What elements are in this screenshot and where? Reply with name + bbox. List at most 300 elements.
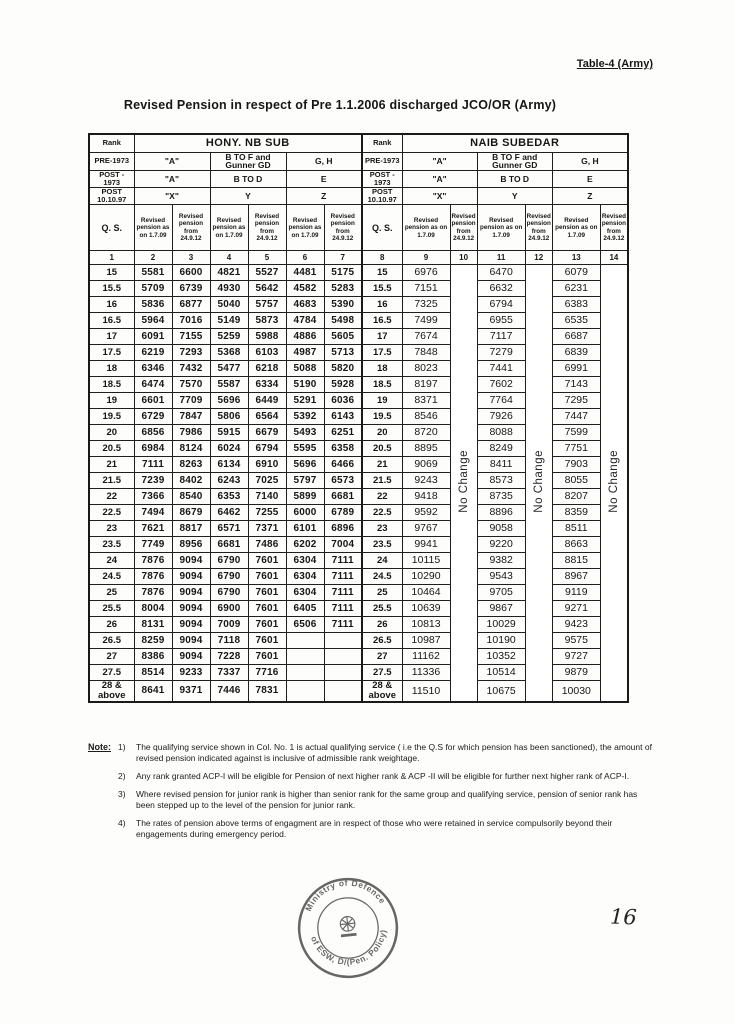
pension-value-cell: 7499: [402, 313, 450, 329]
pension-value-cell: 7599: [552, 425, 600, 441]
right-post-group-a: "A": [402, 171, 477, 188]
pension-value-cell: 7601: [248, 617, 286, 633]
qs-cell: 21: [89, 457, 134, 473]
pension-value-cell: 7432: [172, 361, 210, 377]
pension-value-cell: 8249: [477, 441, 525, 457]
qs-label-right: Q. S.: [362, 205, 402, 251]
header-row-colnumbers: [89, 251, 628, 265]
pension-value-cell: 7601: [248, 553, 286, 569]
pension-value-cell: 10190: [477, 633, 525, 649]
pension-value-cell: 7371: [248, 521, 286, 537]
pension-value-cell: 10115: [402, 553, 450, 569]
pension-value-cell: 6955: [477, 313, 525, 329]
subheader-from-col12: Revised pension from 24.9.12: [525, 205, 552, 251]
no-change-cell: [450, 265, 477, 702]
right-post-group-btod: B TO D: [477, 171, 552, 188]
pension-value-cell: 5713: [324, 345, 362, 361]
pension-value-cell: 6449: [248, 393, 286, 409]
subheader-from-col3: Revised pension from 24.9.12: [172, 205, 210, 251]
right-pre-group-btof: B TO F and Gunner GD: [477, 152, 552, 171]
col-number: 5: [248, 251, 286, 265]
pension-value-cell: 4481: [286, 265, 324, 281]
note-number: 1): [118, 742, 126, 752]
no-change-label: No Change: [532, 450, 545, 513]
qs-cell: 26: [89, 617, 134, 633]
pension-value-cell: 4582: [286, 281, 324, 297]
pension-value-cell: 5899: [286, 489, 324, 505]
pension-value-cell: 9543: [477, 569, 525, 585]
pension-value-cell: 11336: [402, 665, 450, 681]
col-number: 14: [600, 251, 628, 265]
pension-value-cell: [324, 665, 362, 681]
right-post97-group-x: "X": [402, 188, 477, 205]
pension-value-cell: 5392: [286, 409, 324, 425]
page-title: Revised Pension in respect of Pre 1.1.2006 discharged JCO/OR (Army): [123, 98, 557, 112]
pension-value-cell: 6304: [286, 585, 324, 601]
col-number: 6: [286, 251, 324, 265]
pension-value-cell: 5390: [324, 297, 362, 313]
pension-value-cell: 6679: [248, 425, 286, 441]
pension-value-cell: 8124: [172, 441, 210, 457]
pension-value-cell: 4784: [286, 313, 324, 329]
pension-value-cell: 6794: [248, 441, 286, 457]
pension-value-cell: 7366: [134, 489, 172, 505]
note-label: Note:: [88, 742, 111, 752]
pension-value-cell: 5797: [286, 473, 324, 489]
pension-value-cell: 4987: [286, 345, 324, 361]
note-number: 4): [118, 818, 126, 829]
pension-value-cell: 6091: [134, 329, 172, 345]
pension-value-cell: 5259: [210, 329, 248, 345]
pension-value-cell: 7295: [552, 393, 600, 409]
pension-value-cell: 7486: [248, 537, 286, 553]
pension-value-cell: 8197: [402, 377, 450, 393]
pension-value-cell: 6900: [210, 601, 248, 617]
pension-value-cell: 7111: [324, 569, 362, 585]
qs-cell: 25.5: [362, 601, 402, 617]
pension-value-cell: 8088: [477, 425, 525, 441]
qs-cell: 16: [89, 297, 134, 313]
era-label-post-right: POST - 1973: [362, 171, 402, 188]
pension-value-cell: 6000: [286, 505, 324, 521]
no-change-label: No Change: [457, 450, 470, 513]
pension-value-cell: 7228: [210, 649, 248, 665]
pension-value-cell: 6984: [134, 441, 172, 457]
pension-value-cell: 8663: [552, 537, 600, 553]
pension-value-cell: 7601: [248, 585, 286, 601]
pension-value-cell: 6856: [134, 425, 172, 441]
rank-label-left: Rank: [89, 134, 134, 152]
pension-value-cell: 8895: [402, 441, 450, 457]
qs-cell: 28 & above: [89, 681, 134, 702]
pension-value-cell: 10675: [477, 681, 525, 702]
pension-value-cell: 5696: [286, 457, 324, 473]
pension-value-cell: 6466: [324, 457, 362, 473]
pension-value-cell: 6601: [134, 393, 172, 409]
left-post97-group-x: "X": [134, 188, 210, 205]
pension-value-cell: 8511: [552, 521, 600, 537]
pension-value-cell: 6346: [134, 361, 172, 377]
pension-value-cell: 4930: [210, 281, 248, 297]
left-pre-group-btof: B TO F and Gunner GD: [210, 152, 286, 171]
pension-value-cell: 6991: [552, 361, 600, 377]
stamp-top-text: Ministry of Defence: [303, 877, 388, 913]
pension-value-cell: 10813: [402, 617, 450, 633]
pension-value-cell: 9094: [172, 569, 210, 585]
pension-value-cell: 6101: [286, 521, 324, 537]
right-post97-group-y: Y: [477, 188, 552, 205]
pension-value-cell: 8573: [477, 473, 525, 489]
note-text: Any rank granted ACP-I will be eligible for Pension of next higher rank & ACP -II will be eligible for further next higher rank of ACP-I.: [136, 771, 630, 782]
pension-value-cell: 7446: [210, 681, 248, 702]
pension-value-cell: 6739: [172, 281, 210, 297]
pension-value-cell: 8735: [477, 489, 525, 505]
pension-value-cell: 6794: [477, 297, 525, 313]
pension-value-cell: 7441: [477, 361, 525, 377]
qs-cell: 18.5: [362, 377, 402, 393]
left-post-group-btod: B TO D: [210, 171, 286, 188]
pension-value-cell: 6687: [552, 329, 600, 345]
pension-value-cell: 8540: [172, 489, 210, 505]
table-row: [89, 265, 628, 281]
pension-value-cell: 7601: [248, 569, 286, 585]
pension-value-cell: 9058: [477, 521, 525, 537]
qs-cell: 15.5: [89, 281, 134, 297]
pension-value-cell: 8546: [402, 409, 450, 425]
pension-value-cell: 7848: [402, 345, 450, 361]
left-pre-group-a: "A": [134, 152, 210, 171]
pension-value-cell: 5820: [324, 361, 362, 377]
pension-value-cell: 6462: [210, 505, 248, 521]
pension-value-cell: 6304: [286, 569, 324, 585]
qs-cell: 22: [89, 489, 134, 505]
pension-value-cell: 7111: [324, 601, 362, 617]
note-text: The rates of pension above terms of engagment are in respect of those who were retained in service compulsorily beyond their engagements during emergency period.: [136, 818, 613, 840]
col-number: 8: [362, 251, 402, 265]
pension-value-cell: 6251: [324, 425, 362, 441]
ministry-stamp: [291, 871, 405, 985]
qs-cell: 19.5: [89, 409, 134, 425]
pension-value-cell: 7709: [172, 393, 210, 409]
pension-value-cell: 6218: [248, 361, 286, 377]
col-number: 2: [134, 251, 172, 265]
pension-value-cell: 6231: [552, 281, 600, 297]
qs-cell: 24: [89, 553, 134, 569]
qs-cell: 17: [362, 329, 402, 345]
pension-value-cell: 6910: [248, 457, 286, 473]
pension-value-cell: 9119: [552, 585, 600, 601]
qs-cell: 25.5: [89, 601, 134, 617]
pension-value-cell: 8815: [552, 553, 600, 569]
pension-value-cell: 9094: [172, 553, 210, 569]
era-label-post-left: POST - 1973: [89, 171, 134, 188]
qs-cell: 19.5: [362, 409, 402, 425]
pension-value-cell: 9941: [402, 537, 450, 553]
pension-value-cell: 9767: [402, 521, 450, 537]
no-change-label: No Change: [607, 450, 620, 513]
left-post97-group-y: Y: [210, 188, 286, 205]
subheader-ason-col9: Revised pension as on 1.7.09: [402, 205, 450, 251]
note-text: The qualifying service shown in Col. No. 1 is actual qualifying service ( i.e the Q.S for which pension has been sanctioned), the amount of revised pension indicated against is inclusive of admissible rank weightage.: [136, 742, 652, 764]
pension-value-cell: 8386: [134, 649, 172, 665]
stamp-bottom-text: of ESW, D/(Pen. Policy): [309, 928, 389, 967]
pension-value-cell: 8259: [134, 633, 172, 649]
right-pre-group-gh: G, H: [552, 152, 628, 171]
pension-value-cell: 6571: [210, 521, 248, 537]
pension-value-cell: 7716: [248, 665, 286, 681]
pension-value-cell: 7155: [172, 329, 210, 345]
pension-value-cell: 7674: [402, 329, 450, 345]
pension-value-cell: 7325: [402, 297, 450, 313]
note-number: 2): [118, 771, 126, 782]
pension-value-cell: 6353: [210, 489, 248, 505]
qs-cell: 23: [89, 521, 134, 537]
subheader-from-col14: Revised pension from 24.9.12: [600, 205, 628, 251]
col-number: 1: [89, 251, 134, 265]
pension-value-cell: 9592: [402, 505, 450, 521]
pension-value-cell: 8263: [172, 457, 210, 473]
pension-value-cell: 10464: [402, 585, 450, 601]
pension-value-cell: 7876: [134, 585, 172, 601]
pension-value-cell: [324, 633, 362, 649]
pension-value-cell: 7876: [134, 569, 172, 585]
pension-value-cell: 10514: [477, 665, 525, 681]
pension-value-cell: 5581: [134, 265, 172, 281]
qs-cell: 20.5: [362, 441, 402, 457]
pension-value-cell: 7111: [134, 457, 172, 473]
qs-cell: 26: [362, 617, 402, 633]
col-number: 4: [210, 251, 248, 265]
qs-cell: 27: [362, 649, 402, 665]
qs-cell: 19: [89, 393, 134, 409]
pension-value-cell: 5149: [210, 313, 248, 329]
pension-value-cell: 5988: [248, 329, 286, 345]
pension-value-cell: 6681: [324, 489, 362, 505]
pension-value-cell: 10029: [477, 617, 525, 633]
pension-value-cell: 7337: [210, 665, 248, 681]
col-number: 3: [172, 251, 210, 265]
subheader-from-col7: Revised pension from 24.9.12: [324, 205, 362, 251]
qs-cell: 26.5: [362, 633, 402, 649]
no-change-cell: [525, 265, 552, 702]
pension-value-cell: 6535: [552, 313, 600, 329]
pension-value-cell: 5498: [324, 313, 362, 329]
pension-value-cell: 7151: [402, 281, 450, 297]
header-row-pre1973: [89, 152, 628, 171]
pension-value-cell: 6573: [324, 473, 362, 489]
pension-value-cell: 8514: [134, 665, 172, 681]
subheader-ason-col4: Revised pension as on 1.7.09: [210, 205, 248, 251]
pension-value-cell: 9094: [172, 585, 210, 601]
note-number: 3): [118, 789, 126, 800]
subheader-from-col5: Revised pension from 24.9.12: [248, 205, 286, 251]
pension-value-cell: 6304: [286, 553, 324, 569]
pension-value-cell: 6202: [286, 537, 324, 553]
qs-cell: 15.5: [362, 281, 402, 297]
pension-value-cell: 7601: [248, 633, 286, 649]
pension-value-cell: 6681: [210, 537, 248, 553]
header-row-subheaders: [89, 205, 628, 251]
pension-value-cell: 6790: [210, 569, 248, 585]
qs-cell: 23.5: [362, 537, 402, 553]
left-rank-title: HONY. NB SUB: [134, 134, 362, 152]
pension-value-cell: 9423: [552, 617, 600, 633]
pension-value-cell: 6506: [286, 617, 324, 633]
pension-value-cell: 6790: [210, 553, 248, 569]
pension-value-cell: 5040: [210, 297, 248, 313]
qs-cell: 27: [89, 649, 134, 665]
pension-value-cell: 5873: [248, 313, 286, 329]
pension-value-cell: 7602: [477, 377, 525, 393]
pension-value-cell: 9382: [477, 553, 525, 569]
pension-value-cell: 9371: [172, 681, 210, 702]
pension-value-cell: 11162: [402, 649, 450, 665]
col-number: 11: [477, 251, 525, 265]
pension-value-cell: [286, 649, 324, 665]
qs-cell: 25: [89, 585, 134, 601]
subheader-ason-col11: Revised pension as on 1.7.09: [477, 205, 525, 251]
pension-value-cell: 9220: [477, 537, 525, 553]
pension-value-cell: 8967: [552, 569, 600, 585]
pension-value-cell: 8402: [172, 473, 210, 489]
left-post-group-a: "A": [134, 171, 210, 188]
pension-value-cell: 7751: [552, 441, 600, 457]
pension-value-cell: 7111: [324, 585, 362, 601]
qs-cell: 26.5: [89, 633, 134, 649]
pension-value-cell: 10352: [477, 649, 525, 665]
pension-value-cell: 9243: [402, 473, 450, 489]
qs-cell: 23.5: [89, 537, 134, 553]
pension-value-cell: 6405: [286, 601, 324, 617]
right-post-group-e: E: [552, 171, 628, 188]
qs-cell: 24.5: [362, 569, 402, 585]
subheader-ason-col13: Revised pension as on 1.7.09: [552, 205, 600, 251]
pension-value-cell: 7239: [134, 473, 172, 489]
pension-value-cell: 5605: [324, 329, 362, 345]
subheader-ason-col2: Revised pension as on 1.7.09: [134, 205, 172, 251]
pension-value-cell: 7140: [248, 489, 286, 505]
pension-value-cell: 5368: [210, 345, 248, 361]
pension-value-cell: 7831: [248, 681, 286, 702]
pension-value-cell: 8131: [134, 617, 172, 633]
qs-cell: 21: [362, 457, 402, 473]
pension-value-cell: 6564: [248, 409, 286, 425]
pension-value-cell: 6334: [248, 377, 286, 393]
pension-value-cell: 5283: [324, 281, 362, 297]
pension-value-cell: 7847: [172, 409, 210, 425]
pension-value-cell: 9705: [477, 585, 525, 601]
pension-value-cell: 9867: [477, 601, 525, 617]
pension-value-cell: 7749: [134, 537, 172, 553]
pension-value-cell: [324, 649, 362, 665]
pension-value-cell: 8720: [402, 425, 450, 441]
pension-value-cell: 4821: [210, 265, 248, 281]
qs-cell: 19: [362, 393, 402, 409]
qs-cell: 23: [362, 521, 402, 537]
pension-value-cell: 5915: [210, 425, 248, 441]
pension-value-cell: 11510: [402, 681, 450, 702]
pension-value-cell: 8817: [172, 521, 210, 537]
era-label-pre-left: PRE-1973: [89, 152, 134, 171]
qs-cell: 24: [362, 553, 402, 569]
col-number: 9: [402, 251, 450, 265]
qs-cell: 20.5: [89, 441, 134, 457]
pension-value-cell: 9094: [172, 649, 210, 665]
era-label-post97-left: POST 10.10.97: [89, 188, 134, 205]
pension-value-cell: 5088: [286, 361, 324, 377]
pension-value-cell: 7111: [324, 617, 362, 633]
pension-value-cell: 8371: [402, 393, 450, 409]
pension-value-cell: 6103: [248, 345, 286, 361]
qs-cell: 16.5: [362, 313, 402, 329]
pension-value-cell: 7293: [172, 345, 210, 361]
pension-value-cell: 5696: [210, 393, 248, 409]
pension-value-cell: 5836: [134, 297, 172, 313]
pension-value-cell: 8207: [552, 489, 600, 505]
pension-value-cell: 9094: [172, 617, 210, 633]
era-label-pre-right: PRE-1973: [362, 152, 402, 171]
pension-value-cell: 6789: [324, 505, 362, 521]
note-item-4: [88, 818, 653, 840]
qs-cell: 24.5: [89, 569, 134, 585]
qs-cell: 18: [362, 361, 402, 377]
pension-value-cell: 8679: [172, 505, 210, 521]
right-pre-group-a: "A": [402, 152, 477, 171]
notes-section: [88, 742, 653, 847]
pension-value-cell: 5757: [248, 297, 286, 313]
pension-value-cell: 5587: [210, 377, 248, 393]
pension-value-cell: 7009: [210, 617, 248, 633]
pension-value-cell: 5175: [324, 265, 362, 281]
pension-value-cell: 7494: [134, 505, 172, 521]
qs-cell: 21.5: [89, 473, 134, 489]
table-tag: Table-4 (Army): [576, 58, 653, 70]
pension-value-cell: 5642: [248, 281, 286, 297]
qs-cell: 17.5: [362, 345, 402, 361]
pension-value-cell: 7004: [324, 537, 362, 553]
qs-cell: 22: [362, 489, 402, 505]
pension-value-cell: 9418: [402, 489, 450, 505]
pension-value-cell: 8641: [134, 681, 172, 702]
subheader-from-col10: Revised pension from 24.9.12: [450, 205, 477, 251]
col-number: 7: [324, 251, 362, 265]
pension-value-cell: 5964: [134, 313, 172, 329]
pension-value-cell: 9233: [172, 665, 210, 681]
qs-cell: 20: [362, 425, 402, 441]
pension-value-cell: 7016: [172, 313, 210, 329]
pension-value-cell: 5928: [324, 377, 362, 393]
pension-value-cell: 4683: [286, 297, 324, 313]
pension-value-cell: 5291: [286, 393, 324, 409]
qs-cell: 22.5: [362, 505, 402, 521]
qs-cell: 18.5: [89, 377, 134, 393]
subheader-ason-col6: Revised pension as on 1.7.09: [286, 205, 324, 251]
qs-cell: 22.5: [89, 505, 134, 521]
pension-value-cell: 6358: [324, 441, 362, 457]
pension-value-cell: 5595: [286, 441, 324, 457]
qs-label-left: Q. S.: [89, 205, 134, 251]
pension-value-cell: 9069: [402, 457, 450, 473]
pension-value-cell: 8896: [477, 505, 525, 521]
pension-value-cell: 8055: [552, 473, 600, 489]
pension-value-cell: 6729: [134, 409, 172, 425]
qs-cell: 15: [89, 265, 134, 281]
pension-value-cell: 7764: [477, 393, 525, 409]
pension-table-body: [89, 265, 628, 702]
pension-value-cell: 6036: [324, 393, 362, 409]
pension-value-cell: 6383: [552, 297, 600, 313]
pension-table: [88, 133, 629, 703]
